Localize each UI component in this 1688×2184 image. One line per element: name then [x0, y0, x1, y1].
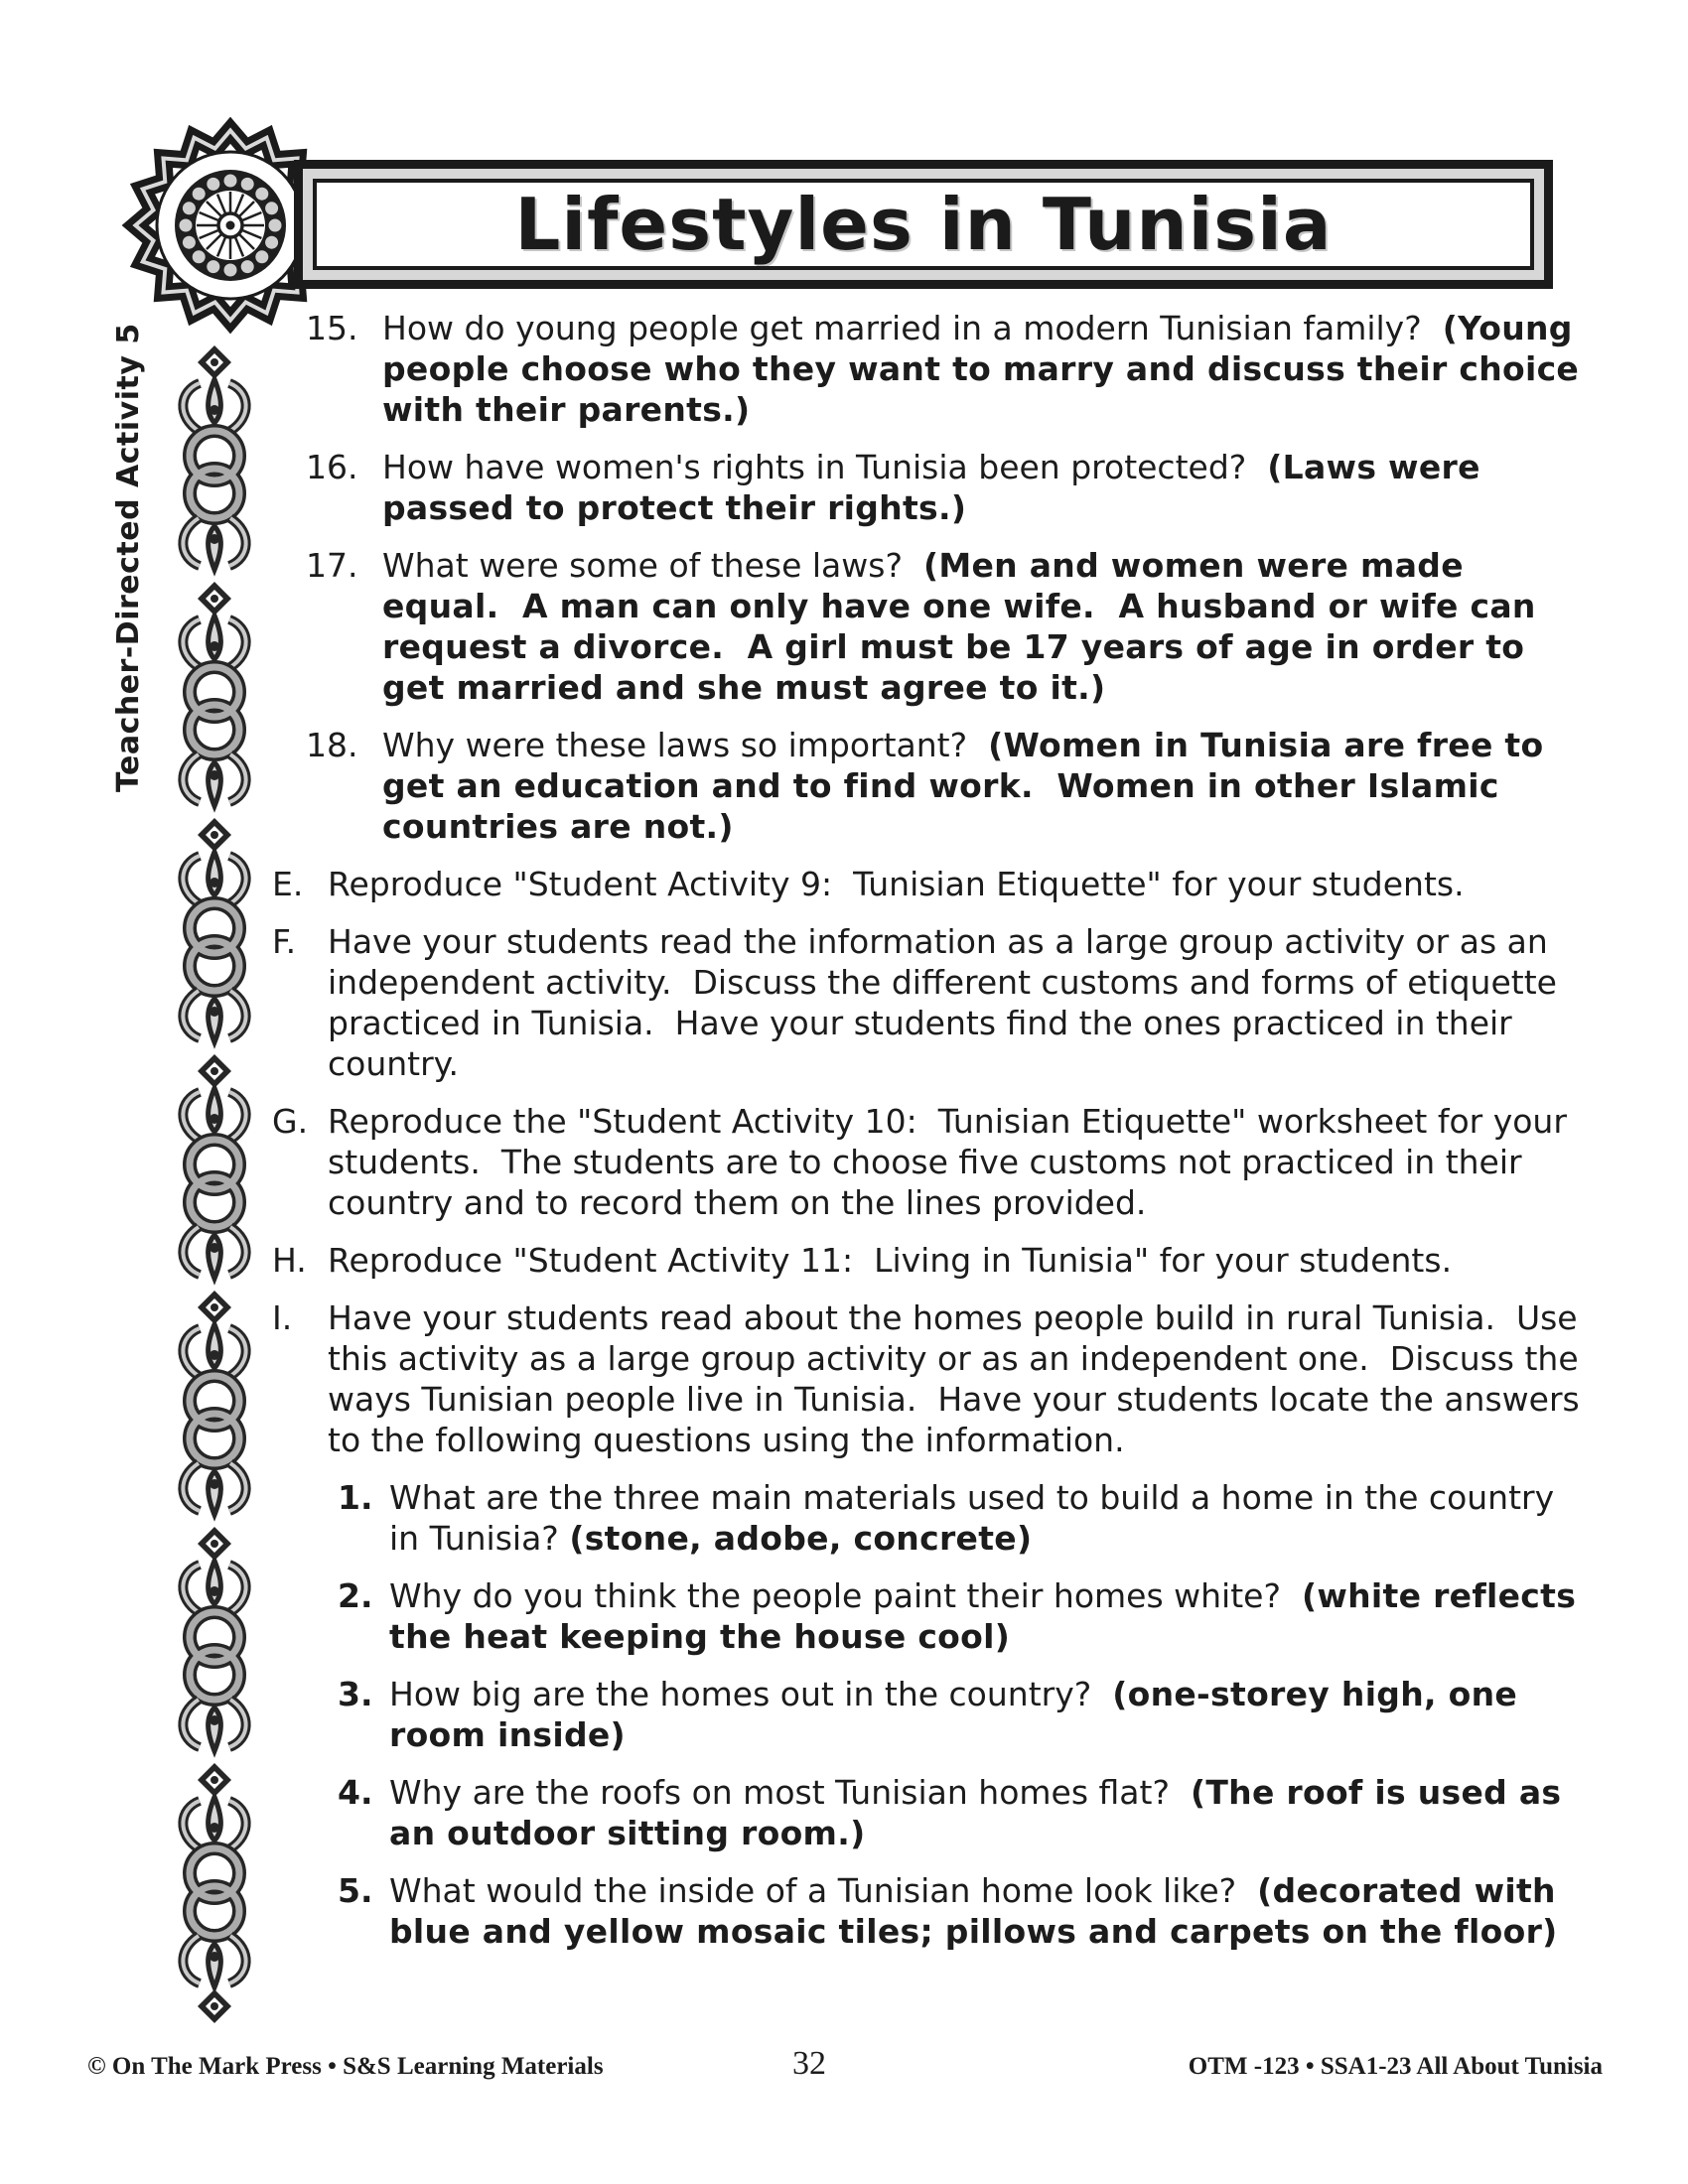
content [270, 308, 1591, 1969]
footer-product-code: OTM -123 • SSA1-23 All About Tunisia [1188, 2053, 1603, 2080]
step-letter: F. [272, 922, 297, 961]
page-number: 32 [792, 2045, 826, 2082]
page-title: Lifestyles in Tunisia [514, 183, 1333, 266]
title-banner-inner [313, 179, 1534, 270]
step-letter: H. [272, 1241, 307, 1280]
title-banner [294, 160, 1553, 289]
question-text [382, 545, 1583, 708]
chain-border-ornament-icon [169, 343, 260, 2031]
answer: (stone, adobe, concrete) [569, 1519, 1033, 1558]
question-item-17 [270, 545, 1583, 708]
sub-question-item-3 [270, 1674, 1583, 1755]
question: How have women's rights in Tunisia been protected? [382, 448, 1268, 486]
question: What would the inside of a Tunisian home look like? [389, 1871, 1258, 1910]
question-item-16 [270, 447, 1583, 528]
question-text [382, 725, 1583, 847]
question-item-15 [270, 308, 1591, 430]
question-number: 16. [306, 448, 358, 486]
sidebar-activity-label: Teacher-Directed Activity 5 [111, 323, 146, 792]
step-text: Reproduce "Student Activity 11: Living in Tunisia" for your students. [328, 1241, 1453, 1280]
sub-question-text [389, 1870, 1583, 1952]
sub-question-item-5 [270, 1870, 1583, 1952]
answer: (white reflects the heat keeping the house cool) [389, 1576, 1588, 1656]
answer: (The roof is used as an outdoor sitting room.) [389, 1773, 1574, 1852]
question: Why are the roofs on most Tunisian homes flat? [389, 1773, 1191, 1812]
question-number: 15. [306, 309, 358, 347]
step-letter: I. [272, 1298, 293, 1337]
question: Why do you think the people paint their homes white? [389, 1576, 1302, 1615]
question-number: 18. [306, 726, 358, 764]
question: How big are the homes out in the country? [389, 1675, 1113, 1713]
question-text [382, 308, 1591, 430]
step-letter: G. [272, 1102, 309, 1141]
sub-question-number: 4. [338, 1773, 373, 1812]
step-item-h [270, 1240, 1583, 1281]
step-letter: E. [272, 865, 304, 903]
step-item-f [270, 921, 1583, 1084]
step-text: Have your students read the information as a large group activity or as an independent activity. Discuss the different customs and forms of etiquette practiced in Tunisia. Have your students find the ones practiced in their country. [328, 922, 1568, 1083]
sub-question-item-4 [270, 1772, 1583, 1853]
step-item-g [270, 1101, 1583, 1223]
step-text: Reproduce the "Student Activity 10: Tunisian Etiquette" worksheet for your students. The students are to choose five customs not practiced in their country and to record them on the lines provided. [328, 1102, 1578, 1222]
sub-question-number: 2. [338, 1576, 373, 1615]
sub-question-number: 5. [338, 1871, 373, 1910]
step-text: Have your students read about the homes people build in rural Tunisia. Use this activity as a large group activity or as an independent one. Discuss the ways Tunisian people live in Tunisia. Have your students locate the answers to the following questions using the information. [328, 1298, 1591, 1459]
sub-question-text [389, 1477, 1583, 1559]
sub-question-text [389, 1772, 1583, 1853]
footer-publisher: © On The Mark Press • S&S Learning Materials [87, 2053, 604, 2080]
step-item-e [270, 864, 1583, 904]
question-text [382, 447, 1583, 528]
question-number: 17. [306, 546, 358, 585]
answer: (Young people choose who they want to marry and discuss their choice with their parents.) [382, 309, 1591, 429]
question: How do young people get married in a modern Tunisian family? [382, 309, 1443, 347]
step-text: Reproduce "Student Activity 9: Tunisian Etiquette" for your students. [328, 865, 1465, 903]
answer: (decorated with blue and yellow mosaic tiles; pillows and carpets on the floor) [389, 1871, 1568, 1951]
answer: (one-storey high, one room inside) [389, 1675, 1529, 1754]
step-item-i [270, 1297, 1591, 1460]
sub-question-text [389, 1674, 1583, 1755]
sub-question-item-2 [270, 1575, 1588, 1657]
question-item-18 [270, 725, 1583, 847]
answer: (Men and women were made equal. A man can only have one wife. A husband or wife can request a divorce. A girl must be 17 years of age in order to get married and she must agree to it.) [382, 546, 1548, 707]
question: What were some of these laws? [382, 546, 923, 585]
sub-question-item-1 [270, 1477, 1583, 1559]
sub-question-number: 3. [338, 1675, 373, 1713]
question: Why were these laws so important? [382, 726, 989, 764]
answer: (Laws were passed to protect their rights.) [382, 448, 1492, 527]
question: What are the three main materials used to build a home in the country in Tunisia? [389, 1478, 1565, 1558]
answer: (Women in Tunisia are free to get an education and to find work. Women in other Islamic countries are not.) [382, 726, 1556, 846]
sub-question-number: 1. [338, 1478, 373, 1517]
sub-question-text [389, 1575, 1588, 1657]
